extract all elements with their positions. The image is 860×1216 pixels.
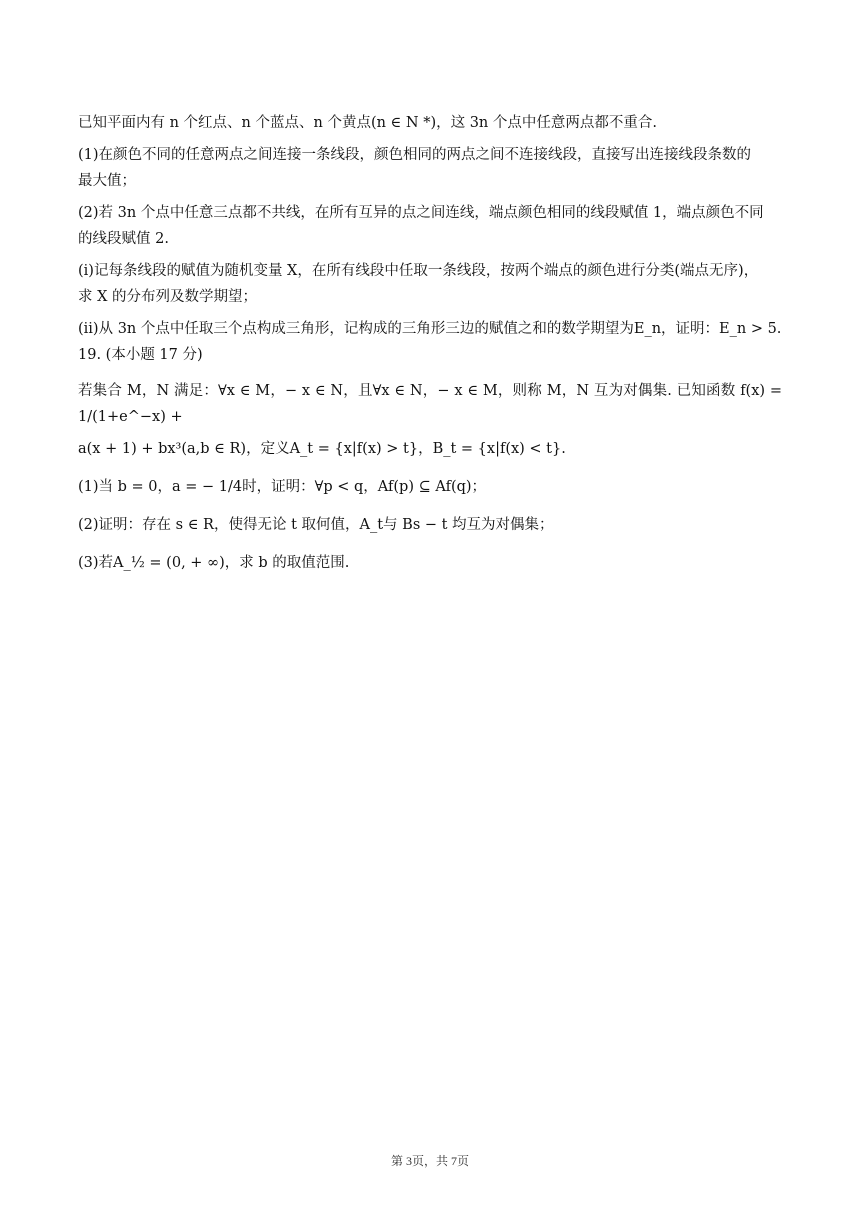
problem19-part1: (1)当 b = 0，a = − 1/4时，证明：∀p < q，Af(p) ⊆ Af(q)；: [78, 479, 487, 495]
page-footer: 第 3页，共 7页: [390, 1154, 469, 1168]
problem18-sub-i-line2: 求 X 的分布列及数学期望；: [78, 289, 258, 305]
problem19-stem-line2: a(x + 1) + bx³(a,b ∈ R)，定义A_t = {x|f(x) > t}，B_t = {x|f(x) < t}.: [78, 441, 566, 457]
problem18-part2-line2: 的线段赋值 2.: [78, 231, 169, 247]
document-content: [78, 110, 782, 582]
problem19-part2: (2)证明：存在 s ∈ R，使得无论 t 取何值，A_t与 Bs − t 均互为对偶集；: [78, 517, 554, 533]
problem19-part3: (3)若A_½ = (0, + ∞)，求 b 的取值范围.: [78, 555, 350, 571]
problem19-stem-line1: 若集合 M，N 满足：∀x ∈ M，− x ∈ N，且∀x ∈ N，− x ∈ M，则称 M，N 互为对偶集. 已知函数 f(x) = 1/(1+e^−x) +: [78, 383, 782, 425]
problem18-part1-line1: (1)在颜色不同的任意两点之间连接一条线段，颜色相同的两点之间不连接线段，直接写出连接线段条数的: [78, 147, 752, 163]
problem19-header: 19. (本小题 17 分): [78, 347, 203, 363]
problem18-stem: 已知平面内有 n 个红点、n 个蓝点、n 个黄点(n ∈ N *)，这 3n 个点中任意两点都不重合.: [78, 115, 657, 131]
problem18-sub-ii: (ⅱ)从 3n 个点中任取三个点构成三角形，记构成的三角形三边的赋值之和的数学期望为E_n，证明：E_n > 5.: [78, 321, 782, 337]
problem18-part2-line1: (2)若 3n 个点中任意三点都不共线，在所有互异的点之间连线，端点颜色相同的线段赋值 1，端点颜色不同: [78, 205, 764, 221]
problem18-sub-i-line1: (ⅰ)记每条线段的赋值为随机变量 X，在所有线段中任取一条线段，按两个端点的颜色进行分类(端点无序)，: [78, 263, 759, 279]
problem18-part1-line2: 最大值；: [78, 173, 136, 189]
